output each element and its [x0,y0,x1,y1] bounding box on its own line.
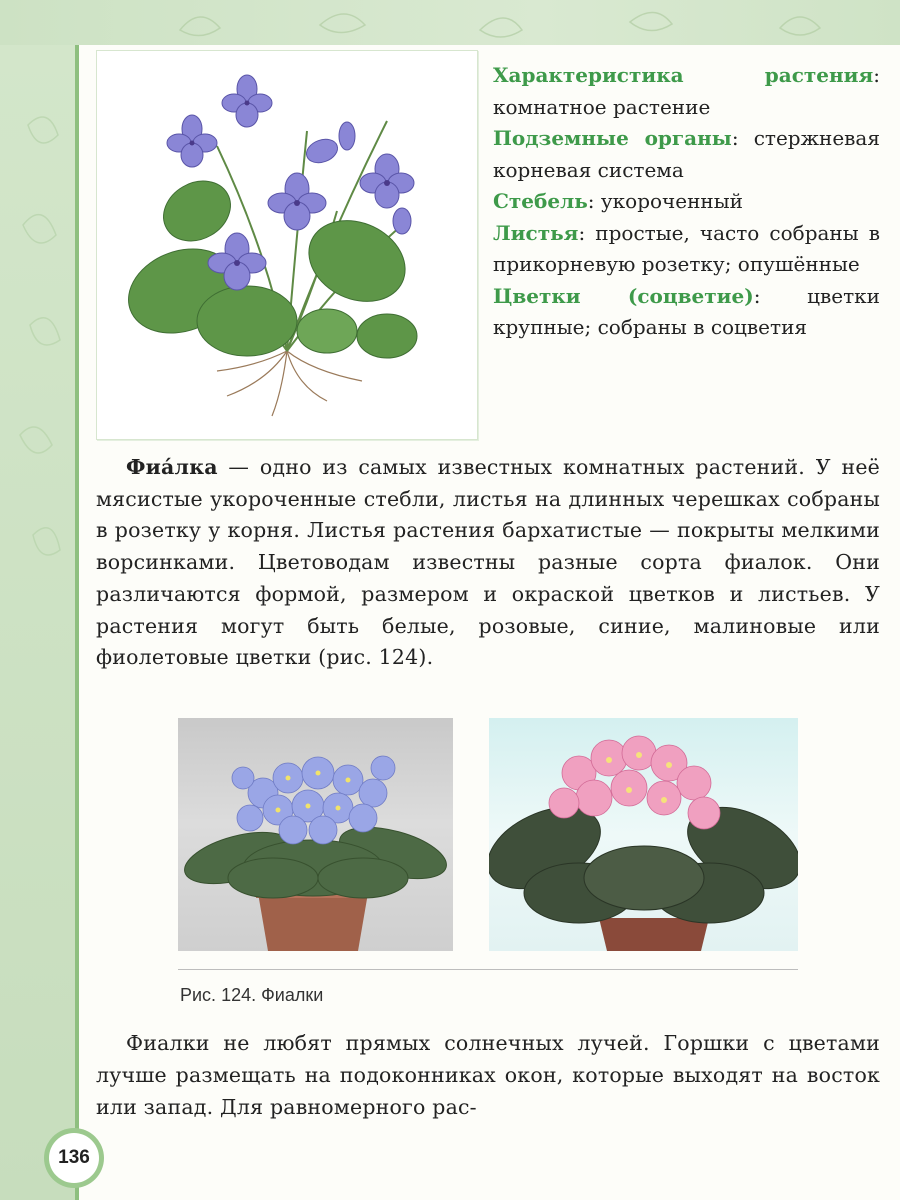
term-leaves: Листья [493,220,579,245]
page-number: 136 [49,1133,99,1183]
photo-pink-violet [489,718,798,951]
text-underground-organs: стержневая корневая система [493,126,880,182]
term-flowers: Цветки (соцветие) [493,283,754,308]
plant-characteristics [493,60,880,344]
blue-violet-pot-photo-icon [178,718,453,951]
figure-caption: Рис. 124. Фиалки [180,985,324,1005]
violet-illustration [96,50,478,440]
characteristic-leaves: Листья: простые, часто собраны в прикорневую розетку; опушённые [493,220,880,276]
term-plant-characteristic: Характеристика растения [493,63,874,87]
characteristic-flowers: Цветки (соцветие): цветки крупные; собраны в соцветия [493,283,880,339]
text-flowers: цветки крупные; собраны в соцветия [493,283,880,339]
text-plant-characteristic: комнатное растение [493,94,711,119]
term-violet: Фиа́лка [126,455,218,479]
term-underground-organs: Подземные органы [493,126,732,150]
top-leaf-ornament-icon [150,0,900,45]
characteristic-stem: Стебель: укороченный [493,189,744,213]
text-leaves: простые, часто собраны в прикорневую розетку; опушённые [493,220,880,276]
page-number-badge [44,1128,104,1188]
leaf-ornament-icon [8,85,68,605]
photo-blue-violet [178,718,453,951]
care-paragraph: Фиалки не любят прямых солнечных лучей. Горшки с цветами лучше размещать на подоконниках окон, которые выходят на восток или запад. Для равномерного рас- [96,1031,880,1119]
text-stem: укороченный [600,189,744,213]
violet-description-text: — одно из самых известных комнатных растений. У неё мясистые укороченные стебли, листья на длинных черешках собраны в розетку у корня. Листья растения бархатистые — покрыты мелкими ворсинками. Цветоводам известны разные сорта фиалок. Они различаются формой, размером и окраской цветков и листьев. У растения могут быть белые, розовые, синие, малиновые или фиолетовые цветки (рис. 124). [96,455,880,670]
characteristic-intro: Характеристика растения: комнатное растение [493,63,880,119]
left-decorative-band [0,45,75,1200]
term-stem: Стебель [493,189,588,213]
characteristic-underground: Подземные органы: стержневая корневая система [493,126,880,182]
figure-divider [178,969,798,970]
pink-violet-pot-photo-icon [489,718,798,951]
violet-description-paragraph [96,452,880,674]
violet-plant-drawing-icon [97,51,477,439]
